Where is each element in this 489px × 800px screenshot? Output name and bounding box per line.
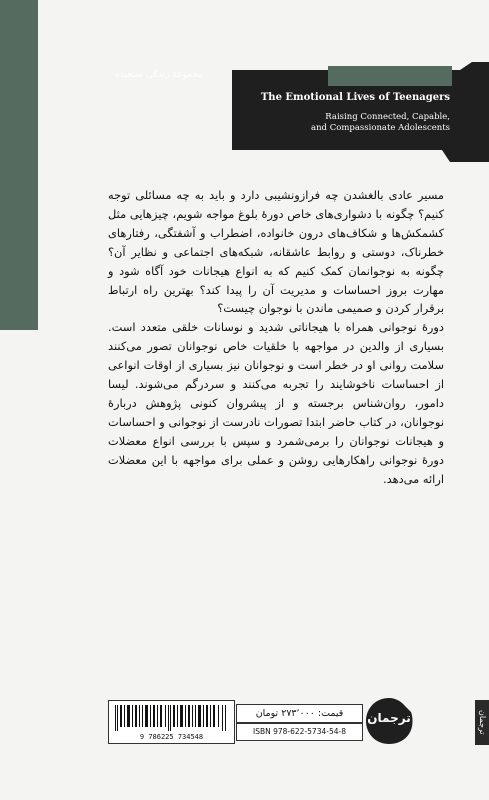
- cover-accent-band: [0, 0, 38, 330]
- spine-publisher-mark: ترجمان: [475, 700, 489, 745]
- english-subtitle: [262, 112, 450, 134]
- barcode: [108, 700, 235, 744]
- english-subtitle-line-1: Raising Connected, Capable,: [325, 112, 450, 122]
- publisher-logo: [365, 697, 413, 745]
- price-label: قیمت: ۲۷۳٬۰۰۰ تومان: [236, 704, 363, 723]
- isbn-label: ISBN 978-622-5734-54-8: [236, 723, 363, 741]
- series-title: مجموعهٔ زندگی سنجیده: [115, 70, 203, 80]
- english-subtitle-line-2: and Compassionate Adolescents: [311, 123, 450, 133]
- blurb-paragraph-2: دورهٔ نوجوانی همراه با هیجاناتی شدید و نوسانات خلقی متعدد است. بسیاری از والدین در مواجهه با خلقیات خاص نوجوانان تصور می‌کنند سلامت روانی او در خطر است و نوجوانان نیز بسیاری از اوقات انواعی از احساسات ناخوشایند را تجربه می‌کنند و سردرگم می‌شوند. لیسا دامور، روان‌شناس برجسته و از پیشروان کنونی پژوهش دربارهٔ نوجوانان، در کتاب حاضر ابتدا تصورات نادرست از نوجوانی و احساسات و هیجانات نوجوانان را برمی‌شمرد و سپس با بررسی انواع معضلات دورهٔ نوجوانی راهکارهایی روشن و عملی برای مواجهه با این معضلات ارائه می‌دهد.: [108, 320, 444, 486]
- blurb-text: [108, 186, 444, 489]
- blurb-paragraph-1: مسیر عادی بالغشدن چه فرازونشیبی دارد و باید به چه مسائلی توجه کنیم؟ چگونه با دشواری‌های خاص دورهٔ بلوغ مواجه شویم، چیزهایی مثل کشمکش‌ها و شکاف‌های درون خانواده، اضطراب و آشفتگی، رفتارهای خطرناک، دوستی و روابط عاشقانه، شبکه‌های اجتماعی و نظایر آن؟ چگونه به نوجوانمان کمک کنیم که به انواع هیجانات خود آگاه شود و مهارت بروز احساسات و مدیریت آن را پیدا کند؟ بهترین راه ارتباط برقرار کردن و صمیمی ماندن با نوجوان چیست؟: [108, 188, 444, 316]
- publisher-logo-text: ترجمان: [367, 711, 411, 725]
- english-title: The Emotional Lives of Teenagers: [260, 92, 450, 103]
- barcode-bars: [115, 705, 228, 731]
- barcode-number: 9 786225 734548: [139, 733, 204, 741]
